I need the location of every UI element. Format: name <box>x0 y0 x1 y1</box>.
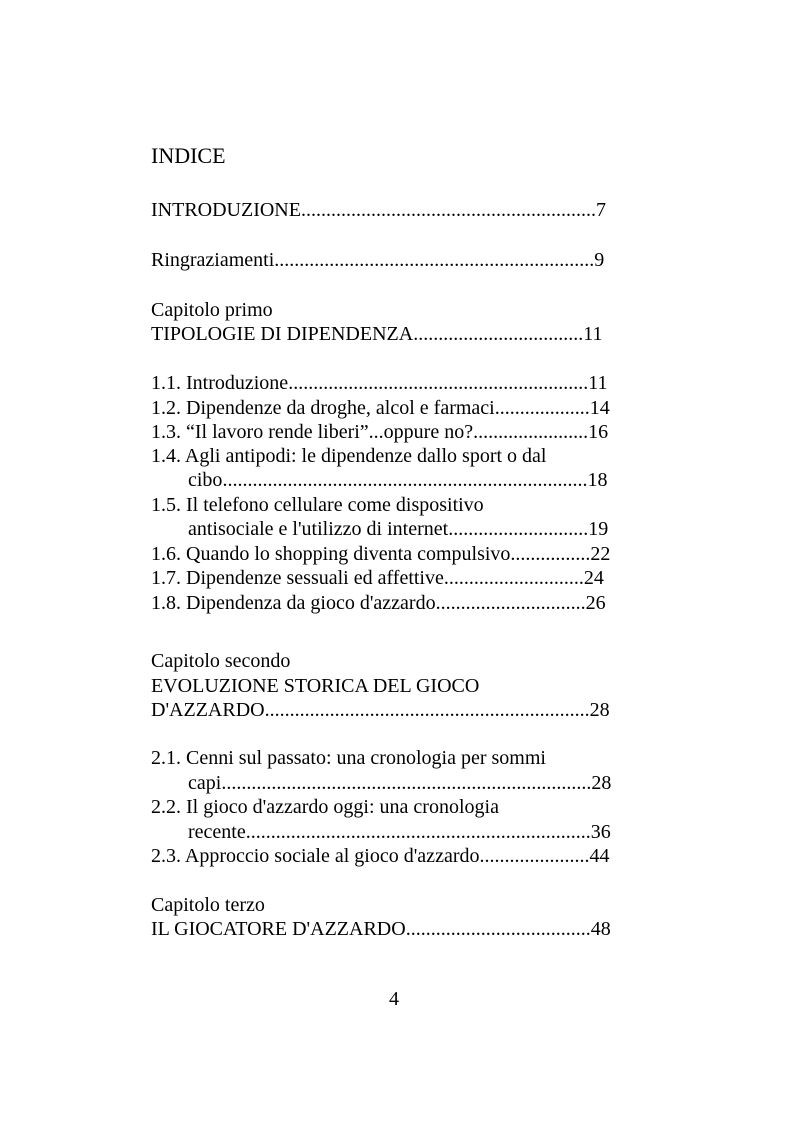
toc-leader-dots: ................... <box>494 397 590 419</box>
index-heading: INDICE <box>151 143 226 168</box>
toc-entry-chapter-1[interactable] <box>151 322 602 346</box>
toc-entry-chapter-2-cont[interactable] <box>151 698 610 722</box>
toc-leader-dots: .......................................................................... <box>221 772 592 794</box>
toc-entry-2-2[interactable]: 2.2. Il gioco d'azzardo oggi: una cronologia <box>151 796 499 818</box>
toc-entry-label: 1.3. “Il lavoro rende liberi”...oppure no? <box>151 421 474 443</box>
toc-entry-label: cibo <box>188 469 223 491</box>
toc-entry-1-5-cont[interactable] <box>188 517 608 541</box>
toc-page-number: 7 <box>595 199 606 221</box>
toc-entry-label: Ringraziamenti <box>151 249 275 271</box>
toc-entry-label: 1.1. Introduzione <box>151 372 289 394</box>
chapter-label-3: Capitolo terzo <box>151 894 265 916</box>
toc-entry-label: 1.7. Dipendenze sessuali ed affettive <box>151 567 444 589</box>
toc-page-number: 9 <box>594 249 605 271</box>
toc-entry-2-1-cont[interactable] <box>188 771 611 795</box>
toc-entry-label: INTRODUZIONE <box>151 199 301 221</box>
toc-page-number: 44 <box>589 845 610 867</box>
toc-entry-label: IL GIOCATORE D'AZZARDO <box>151 918 406 940</box>
toc-entry-1-6[interactable] <box>151 542 610 566</box>
toc-page-number: 18 <box>587 469 608 491</box>
toc-page-number: 11 <box>583 323 603 345</box>
toc-entry-1-7[interactable] <box>151 566 604 590</box>
toc-entry-introduzione[interactable] <box>151 198 606 222</box>
toc-entry-1-3[interactable] <box>151 420 608 444</box>
toc-page-number: 11 <box>588 372 608 394</box>
toc-page-number: 16 <box>588 421 609 443</box>
toc-leader-dots: ...................... <box>479 845 590 867</box>
toc-leader-dots: ......................................................................... <box>222 469 588 491</box>
toc-leader-dots: ....................... <box>473 421 589 443</box>
toc-entry-1-4-cont[interactable] <box>188 468 607 492</box>
toc-page-number: 19 <box>588 518 609 540</box>
page-number: 4 <box>389 988 399 1010</box>
toc-entry-label: recente <box>188 821 246 843</box>
toc-entry-2-3[interactable] <box>151 844 609 868</box>
chapter-label-1: Capitolo primo <box>151 299 273 321</box>
toc-entry-label: TIPOLOGIE DI DIPENDENZA <box>151 323 414 345</box>
toc-page-number: 22 <box>590 543 611 565</box>
toc-entry-1-8[interactable] <box>151 591 606 615</box>
toc-leader-dots: ........................................................... <box>300 199 596 221</box>
toc-page-number: 36 <box>590 821 611 843</box>
toc-entry-2-1[interactable]: 2.1. Cenni sul passato: una cronologia per sommi <box>151 747 546 769</box>
toc-entry-2-2-cont[interactable] <box>188 820 611 844</box>
toc-entry-label: 1.2. Dipendenze da droghe, alcol e farmaci <box>151 397 495 419</box>
toc-page-number: 26 <box>585 592 606 614</box>
toc-leader-dots: ............................................................ <box>288 372 589 394</box>
toc-leader-dots: ............................ <box>443 567 584 589</box>
toc-entry-label: capi <box>188 772 222 794</box>
toc-leader-dots: .............................. <box>435 592 586 614</box>
toc-leader-dots: ..................................................................... <box>245 821 591 843</box>
toc-leader-dots: .................................. <box>413 323 584 345</box>
toc-entry-1-2[interactable] <box>151 396 610 420</box>
toc-page-number: 28 <box>589 699 610 721</box>
toc-entry-chapter-2[interactable]: EVOLUZIONE STORICA DEL GIOCO <box>151 675 480 697</box>
toc-entry-1-5[interactable]: 1.5. Il telefono cellulare come dispositivo <box>151 494 484 516</box>
toc-entry-label: 1.6. Quando lo shopping diventa compulsivo <box>151 543 511 565</box>
toc-leader-dots: ..................................... <box>405 918 591 940</box>
toc-entry-label: antisociale e l'utilizzo di internet <box>188 518 449 540</box>
toc-entry-label: 1.8. Dipendenza da gioco d'azzardo <box>151 592 436 614</box>
toc-page-number: 48 <box>590 918 611 940</box>
toc-leader-dots: ................................................................. <box>264 699 590 721</box>
toc-entry-1-1[interactable] <box>151 371 607 395</box>
toc-entry-1-4[interactable]: 1.4. Agli antipodi: le dipendenze dallo sport o dal <box>151 445 547 467</box>
toc-entry-ringraziamenti[interactable] <box>151 248 604 272</box>
toc-page-number: 24 <box>583 567 604 589</box>
toc-entry-label: D'AZZARDO <box>151 699 265 721</box>
toc-leader-dots: ................................................................ <box>274 249 595 271</box>
toc-page-number: 28 <box>591 772 612 794</box>
toc-leader-dots: ............................ <box>448 518 589 540</box>
toc-entry-label: 2.3. Approccio sociale al gioco d'azzardo <box>151 845 480 867</box>
chapter-label-2: Capitolo secondo <box>151 650 291 672</box>
toc-entry-chapter-3[interactable] <box>151 917 611 941</box>
toc-page-number: 14 <box>589 397 610 419</box>
toc-leader-dots: ................ <box>510 543 591 565</box>
